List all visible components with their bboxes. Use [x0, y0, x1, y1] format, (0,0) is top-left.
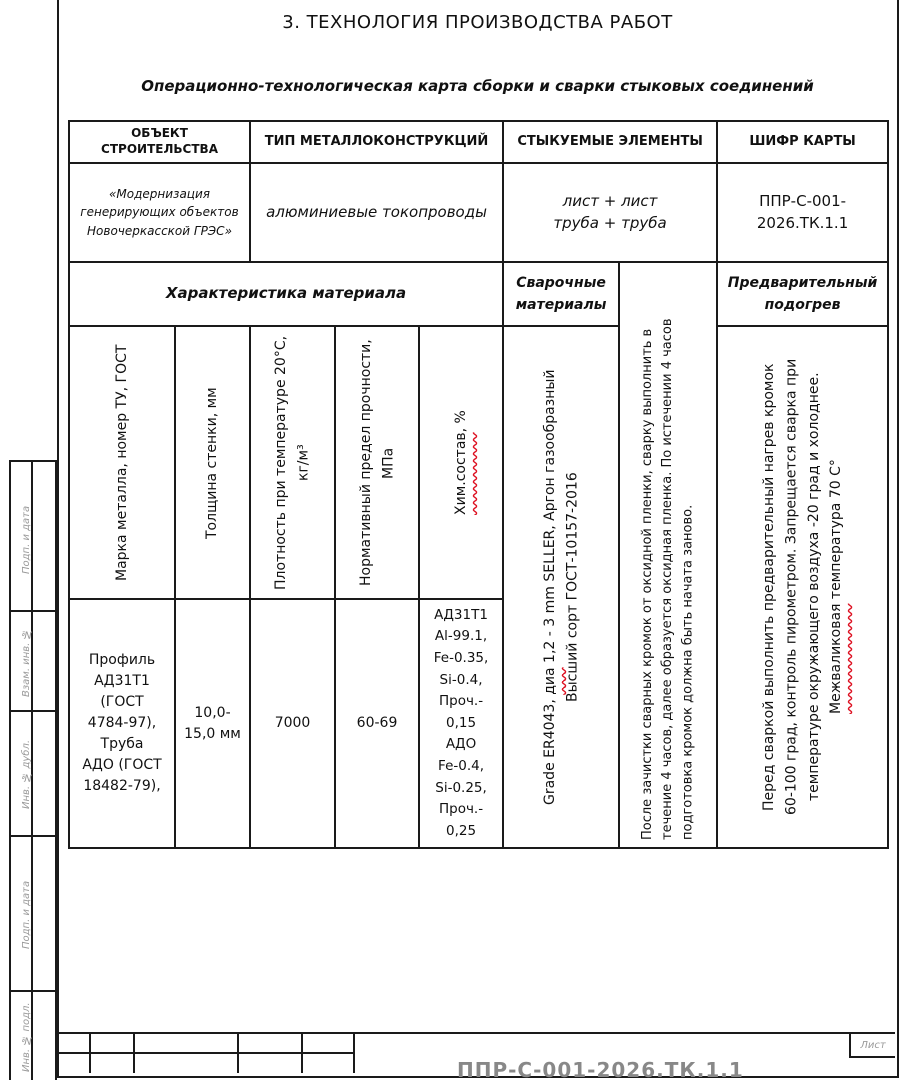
grade-line: 4784-97),	[87, 715, 157, 732]
cleaning-note: После зачистки сварных кромок от оксидной пленки, сварку выполнить в течение 4 часов, далее образуется оксидная пленка. По истечении 4 часов подготовка кромок должна быть начата заново.	[639, 318, 696, 840]
chem-line: АДО	[445, 736, 477, 753]
preheat-interpass-word: Межваликовая	[827, 603, 844, 715]
chem-line: Al-99.1,	[434, 628, 488, 645]
sheet-label: Лист	[860, 1040, 886, 1051]
strength-value: 60-69	[335, 599, 419, 848]
column-density: Плотность при температуре 20°С, кг/м³	[273, 335, 312, 590]
cleaning-note-cell	[619, 262, 717, 848]
grade-line: Профиль	[88, 652, 156, 669]
page-title: 3. ТЕХНОЛОГИЯ ПРОИЗВОДСТВА РАБОТ	[282, 12, 673, 33]
grade-line: (ГОСТ	[100, 694, 144, 711]
grade-line: АД31Т1	[94, 673, 150, 690]
chem-line: Проч.-	[438, 693, 484, 710]
joined-elements-line-1: лист + лист	[562, 191, 658, 210]
column-chem-suffix: , %	[452, 410, 469, 433]
grade-line: АДО (ГОСТ	[82, 757, 162, 774]
header-card-code: ШИФР КАРТЫ	[717, 121, 888, 163]
chem-line: 0,15	[446, 714, 477, 731]
chem-line: АД31Т1	[434, 606, 488, 623]
welding-materials-cell	[503, 326, 619, 848]
side-binding-strip	[9, 460, 57, 1080]
preheat-line-3: температуре окружающего воздуха -20 град и холоднее.	[805, 372, 822, 802]
column-grade: Марка металла, номер ТУ, ГОСТ	[113, 344, 130, 581]
joined-elements-value	[503, 163, 717, 262]
preheat-line-1: Перед сваркой выполнить предварительный нагрев кромок	[760, 363, 777, 811]
chem-line: Fe-0.35,	[433, 649, 489, 666]
section-welding-materials: Сварочные материалы	[503, 262, 619, 326]
grade-value	[69, 599, 175, 848]
chem-line: Si-0.4,	[439, 671, 483, 688]
side-label-dup-inv: Инв. № дубл.	[21, 739, 32, 810]
thickness-value	[175, 599, 250, 848]
column-thickness: Толщина стенки, мм	[204, 386, 221, 539]
operation-card-table	[68, 120, 889, 849]
welding-line2: Высший сорт ГОСТ-10157-2016	[564, 472, 581, 702]
side-label-replacement-inv: Взам. инв. №	[21, 628, 32, 697]
title-block	[57, 1032, 895, 1082]
header-object: ОБЪЕКТ СТРОИТЕЛЬСТВА	[69, 121, 250, 163]
welding-pre: Grade ER4043,	[541, 694, 558, 805]
header-structure-type: ТИП МЕТАЛЛОКОНСТРУКЦИЙ	[250, 121, 503, 163]
object-value: «Модернизация генерирующих объектов Новочеркасской ГРЭС»	[69, 163, 250, 262]
doc-code: ППР-С-001-2026.ТК.1.1	[457, 1058, 744, 1082]
thickness-line: 15,0 мм	[184, 725, 241, 742]
section-material-characteristics: Характеристика материала	[69, 262, 503, 326]
column-chem-word: Хим.состав	[452, 432, 469, 515]
grade-line: 18482-79),	[83, 778, 161, 795]
section-preheat: Предварительный подогрев	[717, 262, 888, 326]
welding-materials-value	[539, 337, 584, 837]
chem-line: Fe-0.4,	[438, 757, 485, 774]
thickness-line: 10,0-	[194, 704, 231, 721]
welding-dia: диа	[541, 667, 558, 695]
preheat-cell	[717, 326, 888, 848]
chem-value	[419, 599, 503, 848]
structure-type-value: алюминиевые токопроводы	[250, 163, 503, 262]
grade-line: Труба	[100, 736, 144, 753]
chem-line: Si-0.25,	[435, 779, 487, 796]
column-chem	[450, 343, 472, 583]
side-label-sign-date-1: Подп. и дата	[21, 505, 32, 575]
density-value: 7000	[250, 599, 335, 848]
chem-line: Проч.-	[438, 801, 484, 818]
side-label-sign-date-2: Подп. и дата	[21, 880, 32, 950]
preheat-value	[758, 337, 848, 837]
side-label-orig-inv: Инв. № подл.	[21, 1002, 32, 1073]
page-subtitle: Операционно-технологическая карта сборки и сварки стыковых соединений	[141, 77, 814, 95]
preheat-line-2: 60-100 град, контроль пирометром. Запрещается сварка при	[783, 358, 800, 816]
welding-line1-rest: 1,2 - 3 mm SELLER, Аргон газообразный	[541, 369, 558, 668]
chem-line: 0,25	[446, 822, 477, 839]
header-joined-elements: СТЫКУЕМЫЕ ЭЛЕМЕНТЫ	[503, 121, 717, 163]
preheat-interpass-rest: температура 70 С°	[827, 459, 844, 604]
joined-elements-line-2: труба + труба	[553, 213, 667, 232]
card-code-value: ППР-С-001-2026.ТК.1.1	[717, 163, 888, 262]
column-strength: Нормативный предел прочности, МПа	[357, 339, 397, 586]
